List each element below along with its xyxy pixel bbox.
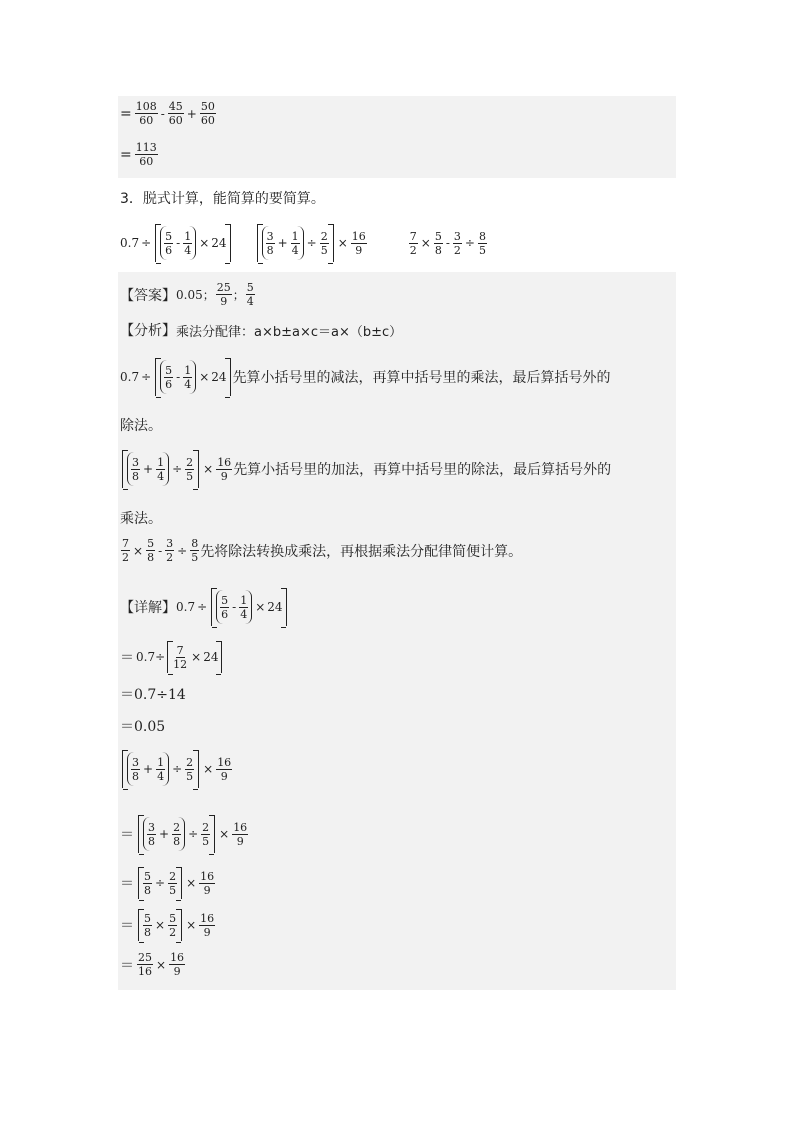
square-bracket: $\frac{5}{6}$ - $\frac{1}{4}$ × 24	[155, 224, 230, 262]
number: 0.7	[120, 236, 140, 250]
detail-step-3	[120, 716, 165, 736]
analysis-text: 先算小括号里的加法，再算中括号里的除法，最后算括号外的	[233, 462, 612, 478]
analysis-label: 【分析】	[120, 323, 176, 339]
top-line-2	[120, 141, 159, 168]
fraction: $\frac{5}{4}$	[246, 281, 254, 308]
fraction: $\frac{50}{60}$	[200, 100, 215, 127]
question-3-expressions: 0.7 ÷ $\frac{5}{6}$ - $\frac{1}{4}$ × 24 $\frac{3}{8}$ + $\frac{1}{4}$ ÷ $\frac{2}{5}$ × $\frac{16}{9}$ $\frac{7}{2}$ × $\frac{5}{8}$ - $\frac{3}{2}$ ÷ $\frac{8}{5}$	[120, 224, 488, 262]
parenthesis: $\frac{3}{8}$ + $\frac{1}{4}$	[262, 226, 304, 260]
answer-label: 【答案】	[120, 287, 176, 304]
analysis-step-3: $\frac{7}{2}$ × $\frac{5}{8}$ - $\frac{3}{2}$ ÷ $\frac{8}{5}$ 先将除法转换成乘法，再根据乘法分配律简便计算。	[122, 537, 523, 564]
analysis-step-2-cont	[120, 508, 162, 528]
square-bracket: $\frac{3}{8}$ + $\frac{1}{4}$ ÷ $\frac{2}{5}$	[257, 224, 334, 262]
detail-step-6: ＝ $\frac{5}{8}$ ÷ $\frac{2}{5}$ × $\frac{16}{9}$	[120, 867, 216, 899]
detail-step-5: ＝ $\frac{3}{8}$ + $\frac{2}{8}$ ÷ $\frac{2}{5}$ × $\frac{16}{9}$	[120, 815, 249, 853]
detail-step-2	[120, 684, 186, 704]
step-text: ＝0.7÷14	[120, 687, 186, 703]
divide-sign: ÷	[141, 236, 152, 250]
equals-sign: =	[120, 105, 132, 122]
top-line-1	[120, 100, 217, 127]
fraction: $\frac{108}{60}$	[135, 100, 157, 127]
analysis-text: 先将除法转换成乘法，再根据乘法分配律简便计算。	[200, 543, 523, 560]
analysis-text: 乘法。	[120, 511, 162, 527]
equals-sign: =	[120, 146, 132, 163]
analysis-step-1-cont	[120, 415, 162, 435]
detail-header: 【详解】 0.7 ÷ $\frac{5}{6}$ - $\frac{1}{4}$ × 24	[120, 588, 289, 626]
fraction: $\frac{113}{60}$	[135, 141, 157, 168]
detail-step-1: ＝ 0.7÷ $\frac{7}{12}$ × 24	[120, 641, 224, 673]
parenthesis: $\frac{5}{6}$ - $\frac{1}{4}$	[160, 226, 196, 260]
analysis-step-1: 0.7 ÷ $\frac{5}{6}$ - $\frac{1}{4}$ × 24 先算小括号里的减法，再算中括号里的乘法，最后算括号外的	[120, 358, 611, 396]
analysis-rule-line	[120, 320, 402, 340]
fraction: $\frac{45}{60}$	[168, 100, 183, 127]
minus-sign: -	[160, 106, 165, 121]
answer-value: 0.05；	[176, 288, 215, 302]
analysis-rule: 乘法分配律：a×b±a×c＝a×（b±c）	[176, 324, 403, 340]
analysis-text: 先算小括号里的减法，再算中括号里的乘法，最后算括号外的	[232, 370, 611, 386]
detail-step-8: ＝ $\frac{25}{16}$ × $\frac{16}{9}$	[120, 951, 185, 978]
detail-step-4: $\frac{3}{8}$ + $\frac{1}{4}$ ÷ $\frac{2}{5}$ × $\frac{16}{9}$	[120, 750, 233, 788]
fraction: $\frac{25}{9}$	[216, 281, 231, 308]
answer-line	[120, 281, 256, 308]
analysis-text: 除法。	[120, 418, 162, 434]
analysis-step-2: $\frac{3}{8}$ + $\frac{1}{4}$ ÷ $\frac{2}{5}$ × $\frac{16}{9}$ 先算小括号里的加法，再算中括号里的除法，最后算括号外的	[120, 450, 611, 488]
plus-sign: +	[186, 106, 197, 121]
question-3-title	[120, 188, 325, 208]
step-text: ＝0.05	[120, 719, 166, 735]
detail-step-7: ＝ $\frac{5}{8}$ × $\frac{5}{2}$ × $\frac{16}{9}$	[120, 909, 216, 941]
question-title-text: 3．脱式计算，能简算的要简算。	[120, 191, 325, 207]
detail-label: 【详解】	[120, 600, 176, 616]
separator: ；	[232, 288, 245, 302]
